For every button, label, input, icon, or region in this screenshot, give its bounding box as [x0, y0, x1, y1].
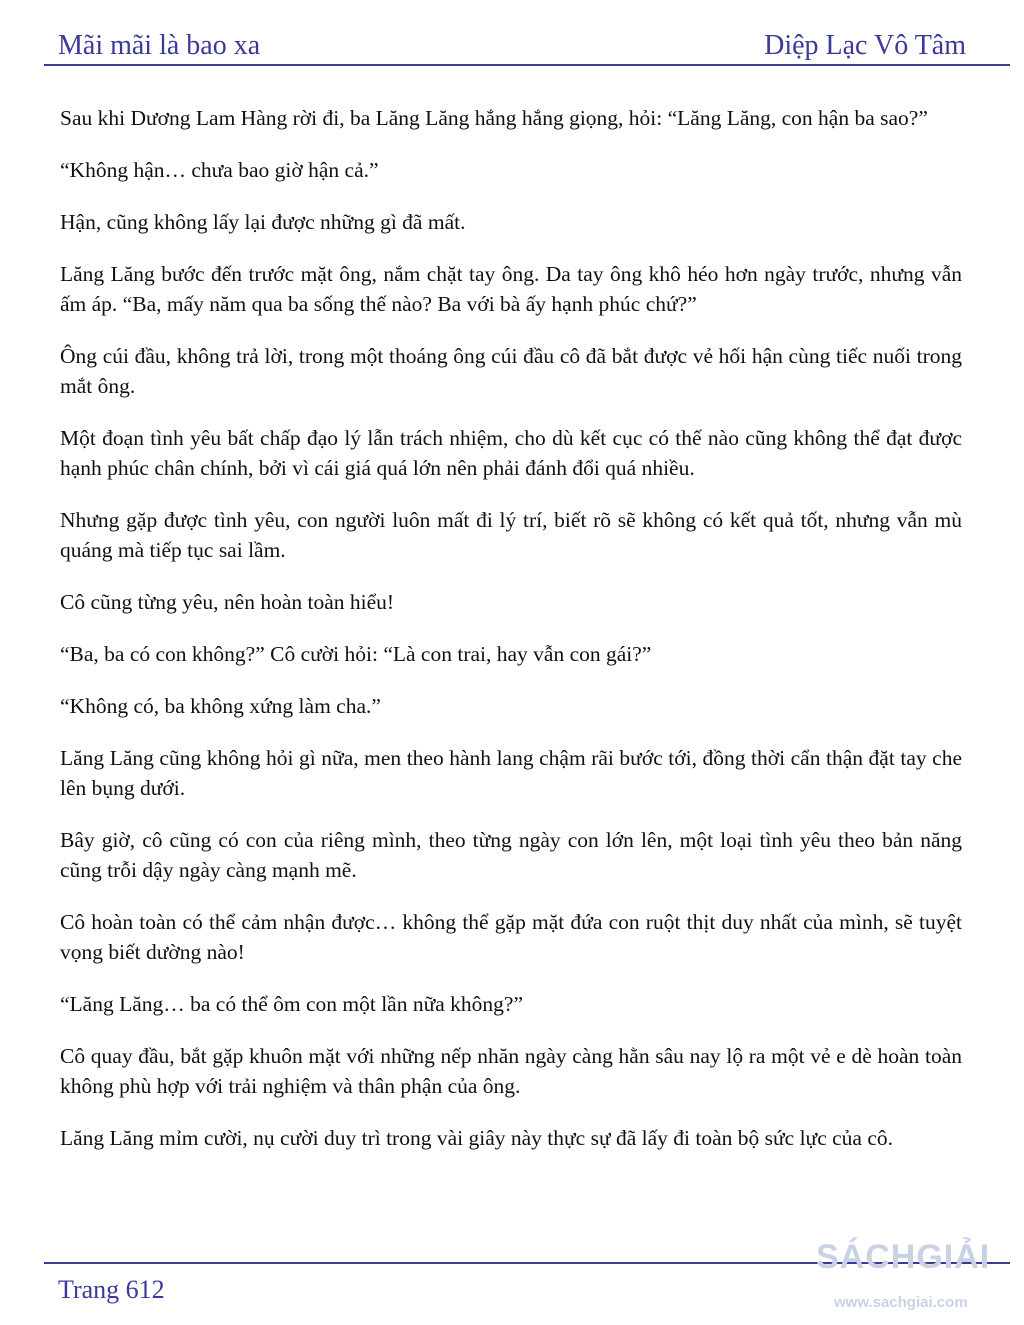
page-body	[60, 103, 962, 1175]
paragraph: “Không hận… chưa bao giờ hận cả.”	[60, 158, 379, 182]
paragraph: Lăng Lăng mỉm cười, nụ cười duy trì trong vài giây này thực sự đã lấy đi toàn bộ sức lực của cô.	[60, 1126, 894, 1150]
watermark-url: www.sachgiai.com	[834, 1294, 968, 1311]
paragraph: “Không có, ba không xứng làm cha.”	[60, 694, 381, 718]
paragraph: Nhưng gặp được tình yêu, con người luôn mất đi lý trí, biết rõ sẽ không có kết quả tốt, nhưng vẫn mù quáng mà tiếp tục sai lầm.	[60, 508, 962, 562]
page-header	[58, 26, 966, 62]
paragraph: Một đoạn tình yêu bất chấp đạo lý lẫn trách nhiệm, cho dù kết cục có thế nào cũng không thể đạt được hạnh phúc chân chính, bởi vì cái giá quá lớn nên phải đánh đổi quá nhiều.	[60, 426, 962, 480]
paragraph: Cô hoàn toàn có thể cảm nhận được… không thể gặp mặt đứa con ruột thịt duy nhất của mình, sẽ tuyệt vọng biết dường nào!	[60, 910, 962, 964]
header-rule	[44, 64, 1010, 66]
watermark	[816, 1226, 1020, 1318]
paragraph: “Lăng Lăng… ba có thể ôm con một lần nữa không?”	[60, 992, 524, 1016]
paragraph: Cô cũng từng yêu, nên hoàn toàn hiểu!	[60, 590, 395, 614]
paragraph: Cô quay đầu, bắt gặp khuôn mặt với những nếp nhăn ngày càng hằn sâu nay lộ ra một vẻ e dè hoàn toàn không phù hợp với trải nghiệm và thân phận của ông.	[60, 1044, 962, 1098]
author-name: Diệp Lạc Vô Tâm	[764, 30, 966, 61]
paragraph: Sau khi Dương Lam Hàng rời đi, ba Lăng Lăng hắng hắng giọng, hỏi: “Lăng Lăng, con hận ba sao?”	[60, 106, 928, 130]
watermark-logo: SÁCHGIẢI	[816, 1238, 991, 1276]
page-number: Trang 612	[58, 1275, 165, 1304]
paragraph: Lăng Lăng bước đến trước mặt ông, nắm chặt tay ông. Da tay ông khô héo hơn ngày trước, nhưng vẫn ấm áp. “Ba, mấy năm qua ba sống thế nào? Ba với bà ấy hạnh phúc chứ?”	[60, 262, 962, 316]
book-title: Mãi mãi là bao xa	[58, 30, 261, 61]
paragraph: Bây giờ, cô cũng có con của riêng mình, theo từng ngày con lớn lên, một loại tình yêu theo bản năng cũng trỗi dậy ngày càng mạnh mẽ.	[60, 828, 962, 882]
paragraph: Hận, cũng không lấy lại được những gì đã mất.	[60, 210, 466, 234]
paragraph: Lăng Lăng cũng không hỏi gì nữa, men theo hành lang chậm rãi bước tới, đồng thời cẩn thận đặt tay che lên bụng dưới.	[60, 746, 962, 800]
paragraph: “Ba, ba có con không?” Cô cười hỏi: “Là con trai, hay vẫn con gái?”	[60, 642, 652, 666]
paragraph: Ông cúi đầu, không trả lời, trong một thoáng ông cúi đầu cô đã bắt được vẻ hối hận cùng tiếc nuối trong mắt ông.	[60, 344, 962, 398]
